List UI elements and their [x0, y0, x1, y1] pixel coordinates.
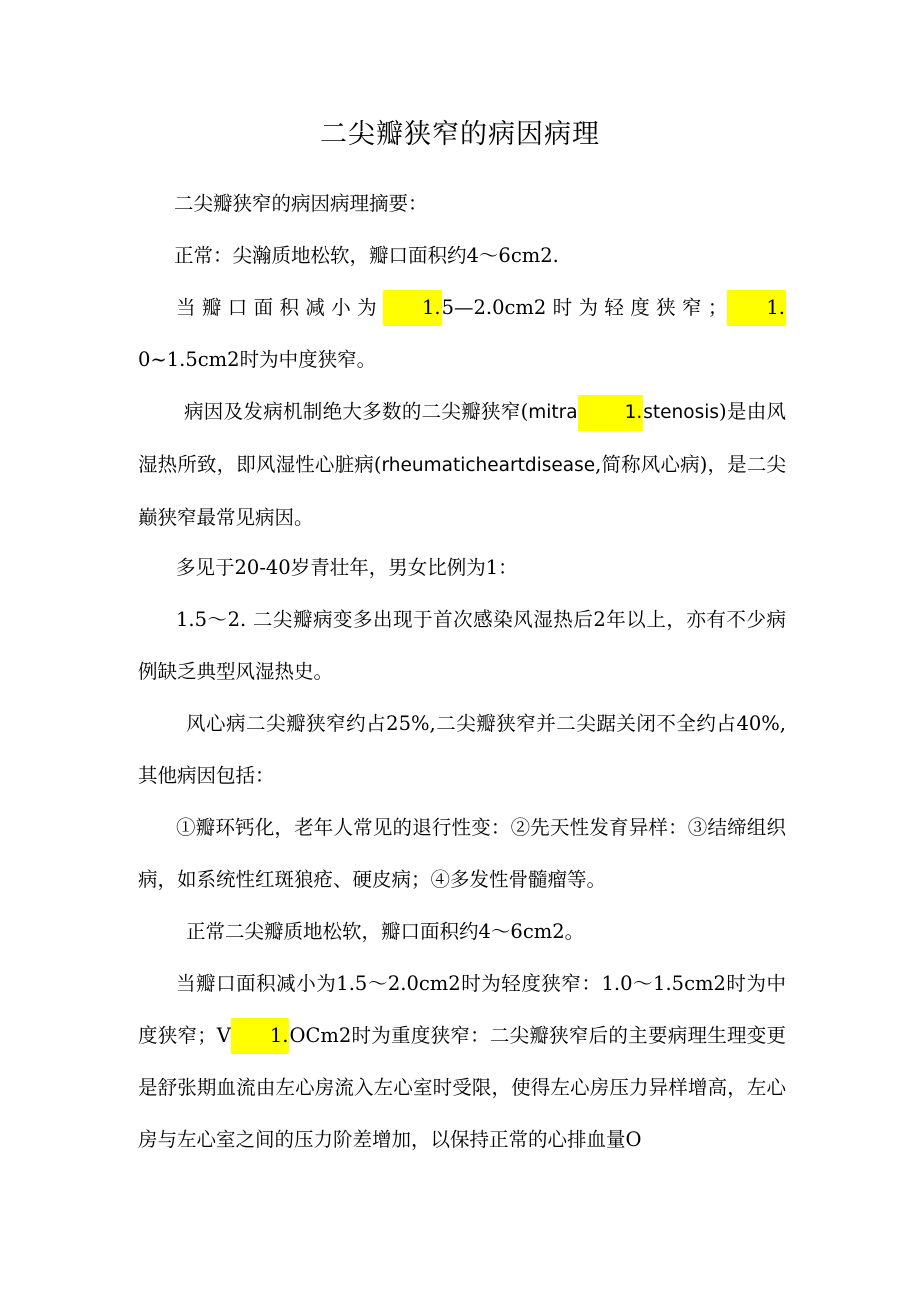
highlighted-text: 1. [383, 290, 442, 326]
text-segment: 当瓣口面积减小为 [176, 296, 383, 319]
document-title: 二尖瓣狭窄的病因病理 [320, 119, 600, 150]
paragraph-onset: 1.5～2. 二尖瓣病变多出现于首次感染风湿热后2年以上，亦有不少病例缺乏典型风湿热史。 [138, 608, 786, 683]
paragraph-other-causes: ①瓣环钙化，老年人常见的退行性变：②先天性发育异样：③结缔组织病，如系统性红斑狼疮、硬皮病；④多发性骨髓瘤等。 [138, 816, 786, 891]
paragraph-age-ratio: 多见于20-40岁青壮年，男女比例为1： [176, 556, 518, 579]
text-segment: stenosis [643, 402, 719, 423]
paragraph-summary-heading: 二尖瓣狭窄的病因病理摘要： [174, 192, 428, 215]
paragraph-proportion: 风心病二尖瓣狭窄约占25%,二尖瓣狭窄并二尖踞关闭不全约占40%,其他病因包括： [138, 712, 786, 787]
paragraph-normal-valve: 正常：尖瀚质地松软，瓣口面积约4～6cm2. [174, 244, 559, 267]
text-segment: 0~1.5cm2时为中度狭窄。 [138, 348, 377, 371]
text-segment: rheumaticheartdisease [381, 455, 596, 476]
text-segment: 病因及发病机制绝大多数的二尖瓣狭窄( [184, 400, 529, 423]
text-segment: mitra [528, 402, 578, 423]
text-segment: ,简称风心病)，是二尖巅狭窄最常见病因。 [138, 453, 786, 529]
paragraph-stenosis-grading [138, 282, 786, 386]
text-segment: 5—2.0cm2时为轻度狭窄； [441, 296, 728, 319]
text-segment: 当瓣口面积减小为1.5～2.0cm2时为轻度狭窄：1.0～1.5cm2时为中度狭窄；V [138, 972, 786, 1047]
paragraph-etiology [138, 386, 786, 544]
highlighted-text: 1. [727, 290, 786, 326]
text-segment: OCm2时为重度狭窄：二尖瓣狭窄后的主要病理生理变更是舒张期血流由左心房流入左心室时受限，使得左心房压力异样增高，左心房与左心室之间的压力阶差增加，以保持正常的心排血量O [138, 1024, 786, 1151]
paragraph-normal-valve-repeat: 正常二尖瓣质地松软，瓣口面积约4～6cm2。 [186, 920, 585, 943]
highlighted-text: 1. [231, 1018, 290, 1054]
text-segment: )是由风湿热所致，即风湿性心脏病( [138, 400, 787, 476]
paragraph-pathophysiology [138, 958, 786, 1166]
highlighted-text: 1. [578, 395, 644, 431]
